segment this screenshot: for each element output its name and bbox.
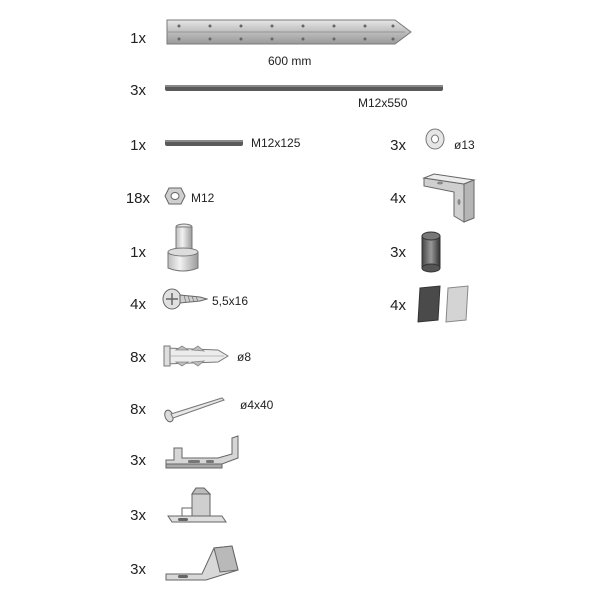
clamp-bracket-b-icon xyxy=(164,486,230,530)
quantity-spacer: 3x xyxy=(390,244,406,261)
label-screw: 5,5x16 xyxy=(212,294,249,308)
label-washer: ø13 xyxy=(454,138,475,152)
quantity-washer: 3x xyxy=(390,137,406,154)
quantity-clamp-c: 3x xyxy=(130,561,146,578)
quantity-clamp-b: 3x xyxy=(130,507,146,524)
label-plug: ø8 xyxy=(237,350,252,364)
label-nut: M12 xyxy=(191,191,215,205)
quantity-nail: 8x xyxy=(130,401,146,418)
hex-nut-icon xyxy=(164,186,186,206)
wall-plug-icon xyxy=(162,342,232,370)
long-threaded-rod-icon xyxy=(165,83,445,93)
quantity-short-rod: 1x xyxy=(130,137,146,154)
quantity-pads: 4x xyxy=(390,297,406,314)
quantity-angle-bracket: 4x xyxy=(390,190,406,207)
label-rail: 600 mm xyxy=(268,54,312,68)
spacer-tube-icon xyxy=(420,230,442,274)
screw-icon xyxy=(162,286,208,312)
quantity-rail: 1x xyxy=(130,30,146,47)
clamp-bracket-c-icon xyxy=(162,540,242,584)
label-long-rod: M12x550 xyxy=(358,96,408,110)
perforated-rail-icon xyxy=(165,14,415,54)
quantity-clamp-a: 3x xyxy=(130,452,146,469)
quantity-sleeve: 1x xyxy=(130,244,146,261)
quantity-nut: 18x xyxy=(125,190,150,207)
washer-icon xyxy=(424,128,446,150)
angle-bracket-icon xyxy=(420,172,478,226)
label-short-rod: M12x125 xyxy=(251,136,301,150)
short-threaded-rod-icon xyxy=(165,138,245,148)
quantity-long-rod: 3x xyxy=(130,82,146,99)
quantity-plug: 8x xyxy=(130,349,146,366)
label-nail: ø4x40 xyxy=(240,398,274,412)
nail-icon xyxy=(162,394,228,424)
pad-pair-icon xyxy=(416,284,472,324)
clamp-bracket-a-icon xyxy=(162,434,242,472)
quantity-screw: 4x xyxy=(130,296,146,313)
threaded-sleeve-icon xyxy=(165,222,201,274)
